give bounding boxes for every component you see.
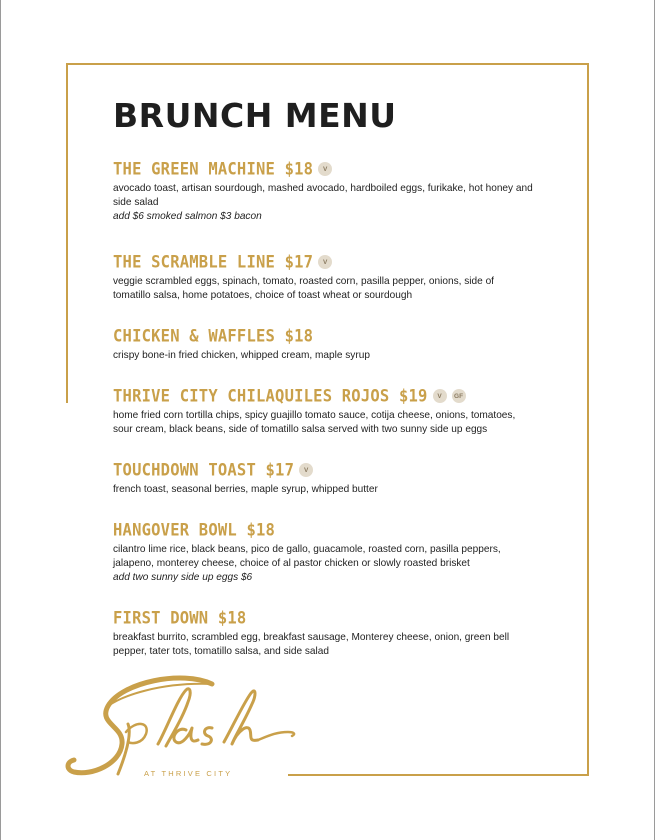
menu-item-header <box>113 385 533 407</box>
menu-item <box>113 459 533 497</box>
menu-item-header <box>113 158 533 180</box>
menu-item <box>113 251 533 303</box>
menu-title: BRUNCH MENU <box>113 96 397 135</box>
page-edge-left <box>0 0 1 840</box>
frame-border-top <box>66 63 589 65</box>
menu-item-header <box>113 459 533 481</box>
menu-item-description: breakfast burrito, scrambled egg, breakfast sausage, Monterey cheese, onion, green bell pepper, tater tots, tomatillo salsa, and side salad <box>113 632 510 657</box>
menu-item <box>113 607 533 659</box>
menu-list <box>113 158 533 681</box>
menu-item-name: CHICKEN & WAFFLES $18 <box>113 326 314 346</box>
menu-item <box>113 158 533 224</box>
menu-item-addon-note: add $6 smoked salmon $3 bacon <box>113 211 262 222</box>
menu-item-header <box>113 607 533 629</box>
frame-border-right <box>587 63 589 776</box>
vegetarian-badge: V <box>299 463 313 477</box>
menu-item-name: THE SCRAMBLE LINE $17 <box>113 252 314 272</box>
frame-border-left <box>66 63 68 403</box>
vegetarian-badge: V <box>433 389 447 403</box>
gluten-free-badge: GF <box>452 389 466 403</box>
menu-item-name: THRIVE CITY CHILAQUILES ROJOS $19 <box>113 386 428 406</box>
menu-item <box>113 385 533 437</box>
vegetarian-badge: V <box>318 255 332 269</box>
menu-item-name: THE GREEN MACHINE $18 <box>113 159 314 179</box>
menu-item-description: avocado toast, artisan sourdough, mashed avocado, hardboiled eggs, furikake, hot honey and side salad <box>113 183 533 208</box>
menu-item-header <box>113 519 533 541</box>
menu-item-name: HANGOVER BOWL $18 <box>113 520 276 540</box>
menu-item-description: french toast, seasonal berries, maple syrup, whipped butter <box>113 484 378 495</box>
menu-item-header <box>113 251 533 273</box>
menu-item-description: home fried corn tortilla chips, spicy guajillo tomato sauce, cotija cheese, onions, tomatoes, sour cream, black beans, side of tomatillo salsa served with two sunny side up eggs <box>113 410 516 435</box>
menu-item <box>113 325 533 363</box>
menu-item-description: crispy bone-in fried chicken, whipped cream, maple syrup <box>113 350 370 361</box>
menu-item-description: veggie scrambled eggs, spinach, tomato, roasted corn, pasilla pepper, onions, side of tomatillo salsa, home potatoes, choice of toast wheat or sourdough <box>113 276 494 301</box>
vegetarian-badge: V <box>318 162 332 176</box>
menu-item-name: TOUCHDOWN TOAST $17 <box>113 460 295 480</box>
menu-item-addon-note: add two sunny side up eggs $6 <box>113 572 253 583</box>
menu-item-description: cilantro lime rice, black beans, pico de gallo, guacamole, roasted corn, pasilla peppers, jalapeno, monterey cheese, choice of al pastor chicken or slowly roasted brisket <box>113 544 501 569</box>
frame-border-bottom <box>288 774 589 776</box>
logo-tagline: AT THRIVE CITY <box>144 769 233 778</box>
menu-item-name: FIRST DOWN $18 <box>113 608 247 628</box>
menu-item-header <box>113 325 533 347</box>
menu-item <box>113 519 533 585</box>
